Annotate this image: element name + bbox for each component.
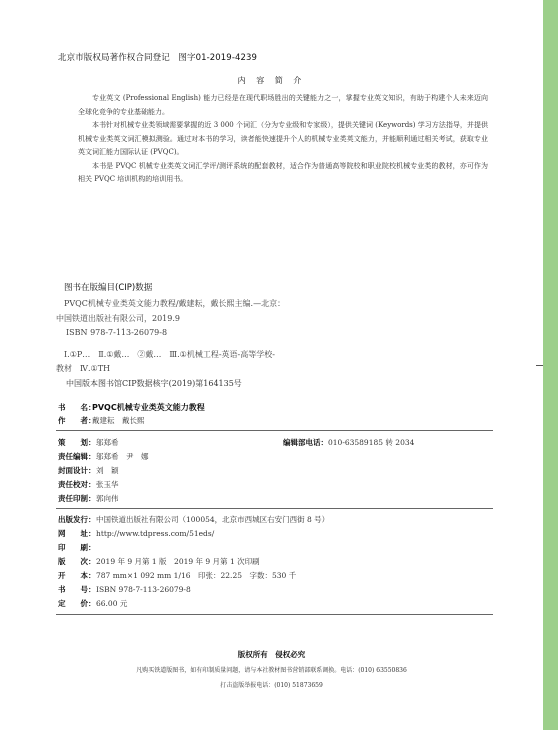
cover-design-row xyxy=(58,465,119,476)
cip-line: Ⅰ.①P… Ⅱ.①戴… ②戴… Ⅲ.①机械工程-英语-高等学校- xyxy=(64,350,275,359)
field-value: 刘 颖 xyxy=(96,466,119,475)
field-value: 郭向伟 xyxy=(96,494,119,503)
publisher-row xyxy=(58,514,329,525)
edition-row xyxy=(58,556,260,567)
intro-body xyxy=(78,92,488,187)
book-title: PVQC机械专业类英文能力教程 xyxy=(92,403,205,412)
field-label: 印 刷： xyxy=(58,543,96,552)
field-value: 邬郑希 xyxy=(96,438,119,447)
field-label: 版 次： xyxy=(58,557,96,566)
proofreader-row xyxy=(58,479,119,490)
green-edge-bar xyxy=(543,0,558,730)
intro-paragraph: 本书针对机械专业类领域需要掌握的近 3 000 个词汇（分为专业级和专家级），提供关键词 (Keywords) 学习方法指导，并提供机械专业类英文词汇模拟测验。通过对本书的学习，读者能快速提升个人的机械专业类英文能力，并能顺利通过相关考试，获取专业英文词汇能力国际认证 (PVQC)。 xyxy=(78,121,488,156)
cip-line: ISBN 978-7-113-26079-8 xyxy=(66,328,168,337)
divider xyxy=(56,614,493,615)
field-label: 书 名： xyxy=(58,403,96,412)
printer-row xyxy=(58,542,96,553)
planner-row xyxy=(58,437,119,448)
rights-notice: 凡购买铁道版图书，如有印制质量问题，请与本社教材图书营销部联系调换。电话：(010) 63550836 xyxy=(136,667,407,674)
field-label: 出版发行： xyxy=(58,515,96,524)
divider xyxy=(56,430,493,431)
field-value: 787 mm×1 092 mm 1/16 印张：22.25 字数：530 千 xyxy=(96,571,297,580)
cip-line: 教材 Ⅳ.①TH xyxy=(56,364,111,373)
rights-title: 版权所有 侵权必究 xyxy=(237,650,306,659)
price-row xyxy=(58,598,127,609)
editor-row xyxy=(58,451,149,462)
website-row xyxy=(58,528,214,539)
format-row xyxy=(58,570,296,581)
field-value: 中国铁道出版社有限公司（100054，北京市西城区右安门西街 8 号） xyxy=(96,515,330,524)
print-manager-row xyxy=(58,493,119,504)
book-title-row xyxy=(58,402,205,413)
field-value: 010-63589185 转 2034 xyxy=(328,438,415,447)
field-label: 定 价： xyxy=(58,599,96,608)
field-label: 策 划： xyxy=(58,438,96,447)
cip-title: 图书在版编目(CIP)数据 xyxy=(64,283,153,293)
intro-paragraph: 本书是 PVQC 机械专业类英文词汇学评/测评系统的配套教材，适合作为普通高等院校和职业院校机械专业类的教材，亦可作为相关 PVQC 培训机构的培训用书。 xyxy=(78,161,488,183)
field-label: 责任编辑： xyxy=(58,452,96,461)
field-value: ISBN 978-7-113-26079-8 xyxy=(96,585,191,594)
book-authors: 戴建耘 戴长熙 xyxy=(92,416,145,425)
field-label: 编辑部电话： xyxy=(283,438,328,447)
cip-number-note: 中国版本图书馆CIP数据核字(2019)第164135号 xyxy=(66,379,242,388)
field-label: 责任印制： xyxy=(58,494,96,503)
book-author-row xyxy=(58,415,145,426)
intro-title: 内 容 简 介 xyxy=(237,76,306,85)
field-label: 责任校对： xyxy=(58,480,96,489)
field-label: 作 者： xyxy=(58,416,96,425)
cip-line: 中国铁道出版社有限公司，2019.9 xyxy=(56,314,180,323)
copyright-registration: 北京市版权局著作权合同登记 图字01-2019-4239 xyxy=(58,53,258,63)
field-value: 66.00 元 xyxy=(96,599,128,608)
editor-phone-row xyxy=(283,437,414,448)
field-label: 书 号： xyxy=(58,585,96,594)
field-label: 封面设计： xyxy=(58,466,96,475)
piracy-hotline: 打击盗版举报电话：(010) 51873659 xyxy=(220,682,323,689)
field-value: 2019 年 9 月第 1 版 2019 年 9 月第 1 次印刷 xyxy=(96,557,260,566)
isbn-row xyxy=(58,584,191,595)
field-label: 开 本： xyxy=(58,571,96,580)
cip-line: PVQC机械专业类英文能力教程/戴建耘，戴长熙主编.—北京： xyxy=(64,299,286,308)
intro-paragraph: 专业英文 (Professional English) 能力已经是在现代职场胜出的关键能力之一，掌握专业英文知识，有助于构建个人未来迈向全球化竞争的专业基础能力。 xyxy=(78,94,488,116)
field-value: 邬郑希 尹 娜 xyxy=(96,452,149,461)
field-value: http://www.tdpress.com/51eds/ xyxy=(96,529,215,538)
field-label: 网 址： xyxy=(58,529,96,538)
field-value: 张玉华 xyxy=(96,480,119,489)
divider xyxy=(56,508,493,509)
page-edge-mark xyxy=(536,365,543,366)
